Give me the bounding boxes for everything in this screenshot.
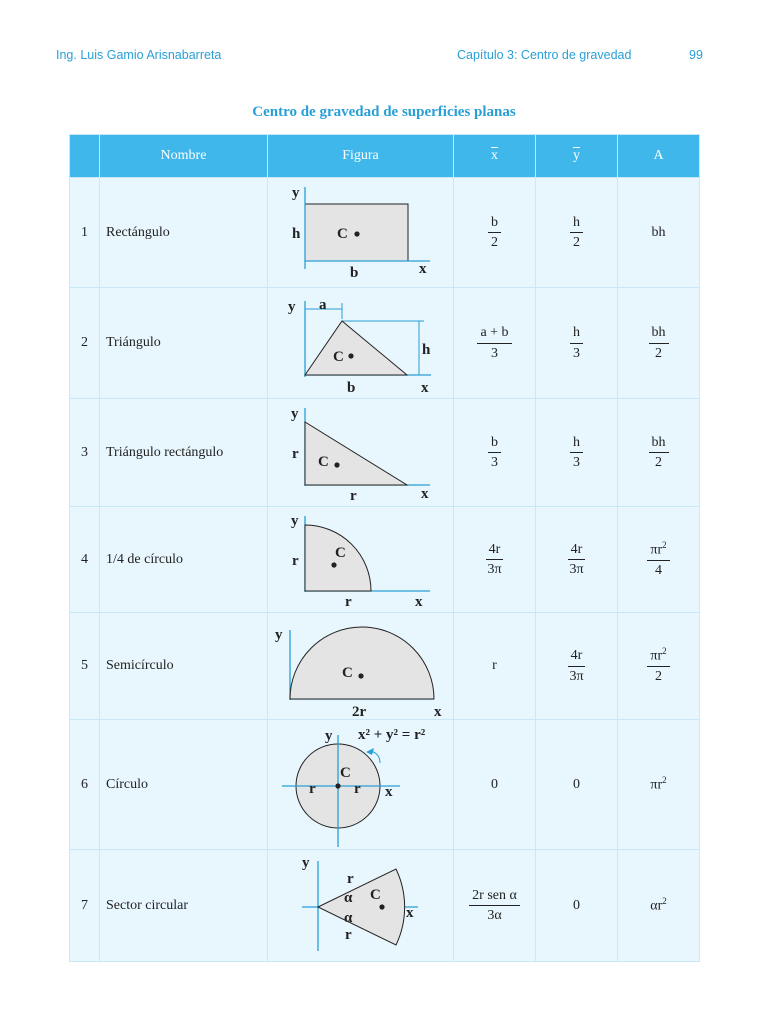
y-axis-label: y: [291, 405, 299, 422]
shape-name: Semicírculo: [100, 613, 268, 720]
y-axis-label: y: [275, 627, 283, 643]
xbar-value: $\frac{b}{2}$: [454, 178, 536, 288]
area-value: $\frac{bh}{2}$: [618, 288, 700, 399]
x-axis-label: x: [415, 593, 423, 610]
x-axis-label: x: [434, 704, 442, 720]
centroid-label: C: [370, 886, 381, 903]
row-number: 1: [70, 178, 100, 288]
table-row: [70, 288, 700, 399]
row-number: 2: [70, 288, 100, 399]
area-value: $\frac{bh}{2}$: [618, 399, 700, 507]
centroid-label: C: [335, 544, 346, 561]
shape-name: Rectángulo: [100, 178, 268, 288]
y-axis-label: y: [302, 854, 310, 871]
diameter-label: 2r: [352, 704, 367, 720]
xbar-value: $\frac{4r}{3\pi}$: [454, 507, 536, 613]
y-axis-label: y: [291, 512, 299, 529]
shape-name: 1/4 de círculo: [100, 507, 268, 613]
x-axis-label: x: [385, 783, 393, 800]
header-author: Ing. Luis Gamio Arisnabarreta: [56, 48, 222, 62]
centroid-table: [69, 134, 700, 962]
table-title: Centro de gravedad de superficies planas: [252, 104, 516, 120]
header-figura: Figura: [268, 135, 454, 178]
xbar-value: r: [454, 613, 536, 720]
table-row: [70, 399, 700, 507]
shape-name: Círculo: [100, 720, 268, 850]
triangle-figure: [268, 288, 454, 399]
ybar-value: $\frac{4r}{3\pi}$: [536, 507, 618, 613]
ybar-value: $\frac{h}{3}$: [536, 288, 618, 399]
table-header-row: [70, 135, 700, 178]
quarter-circle-figure: [268, 507, 454, 613]
x-axis-label: x: [406, 904, 414, 921]
area-value: $\pi r^2$: [618, 720, 700, 850]
area-value: $\frac{\pi r^2}{4}$: [618, 507, 700, 613]
centroid-label: C: [337, 225, 348, 242]
row-number: 4: [70, 507, 100, 613]
xbar-value: $\frac{b}{3}$: [454, 399, 536, 507]
header-xbar: $\overline{x}$: [454, 135, 536, 178]
shape-name: Sector circular: [100, 850, 268, 962]
table-row: [70, 720, 700, 850]
semicircle-figure: [268, 613, 454, 720]
xbar-value: $\frac{a + b}{3}$: [454, 288, 536, 399]
row-number: 5: [70, 613, 100, 720]
y-axis-label: y: [288, 299, 296, 315]
radius-label: r: [292, 445, 299, 462]
radius-label: r: [345, 926, 352, 943]
table-row: [70, 850, 700, 962]
shape-name: Triángulo rectángulo: [100, 399, 268, 507]
base-label: b: [350, 264, 359, 281]
radius-label: r: [354, 780, 361, 797]
angle-label: α: [344, 909, 353, 926]
row-number: 3: [70, 399, 100, 507]
centroid-label: C: [342, 665, 353, 681]
xbar-value: $\frac{\text{2r sen α}}{3\alpha}$: [454, 850, 536, 962]
height-label: h: [422, 342, 431, 358]
ybar-value: 0: [536, 850, 618, 962]
centroid-label: C: [340, 764, 351, 781]
circular-sector-figure: [268, 850, 454, 962]
shape-name: Triángulo: [100, 288, 268, 399]
table-row: [70, 613, 700, 720]
circle-equation: x² + y² = r²: [358, 726, 426, 743]
area-value: $\alpha r^2$: [618, 850, 700, 962]
area-value: bh: [618, 178, 700, 288]
table-row: [70, 178, 700, 288]
angle-label: α: [344, 889, 353, 906]
radius-label: r: [350, 487, 357, 504]
xbar-value: 0: [454, 720, 536, 850]
row-number: 7: [70, 850, 100, 962]
ybar-value: $\frac{h}{2}$: [536, 178, 618, 288]
ybar-value: $\frac{4r}{3\pi}$: [536, 613, 618, 720]
radius-label: r: [309, 780, 316, 797]
radius-label: r: [345, 593, 352, 610]
table-row: [70, 507, 700, 613]
x-axis-label: x: [419, 260, 427, 277]
page-number: 99: [689, 48, 703, 62]
right-triangle-figure: [268, 399, 454, 507]
header-ybar: $\overline{y}$: [536, 135, 618, 178]
header-chapter: Capítulo 3: Centro de gravedad: [457, 48, 632, 62]
header-nombre: Nombre: [100, 135, 268, 178]
x-axis-label: x: [421, 485, 429, 502]
ybar-value: 0: [536, 720, 618, 850]
centroid-label: C: [318, 453, 329, 470]
x-axis-label: x: [421, 380, 429, 396]
ybar-value: $\frac{h}{3}$: [536, 399, 618, 507]
y-axis-label: y: [292, 184, 300, 201]
radius-label: r: [347, 870, 354, 887]
area-value: $\frac{\pi r^2}{2}$: [618, 613, 700, 720]
circle-figure: [268, 720, 454, 850]
header-number: [70, 135, 100, 178]
base-label: b: [347, 380, 356, 396]
header-area: A: [618, 135, 700, 178]
centroid-label: C: [333, 349, 344, 365]
y-axis-label: y: [325, 727, 333, 744]
offset-label: a: [319, 297, 327, 313]
row-number: 6: [70, 720, 100, 850]
height-label: h: [292, 225, 301, 242]
rectangle-figure: [268, 178, 454, 288]
radius-label: r: [292, 552, 299, 569]
